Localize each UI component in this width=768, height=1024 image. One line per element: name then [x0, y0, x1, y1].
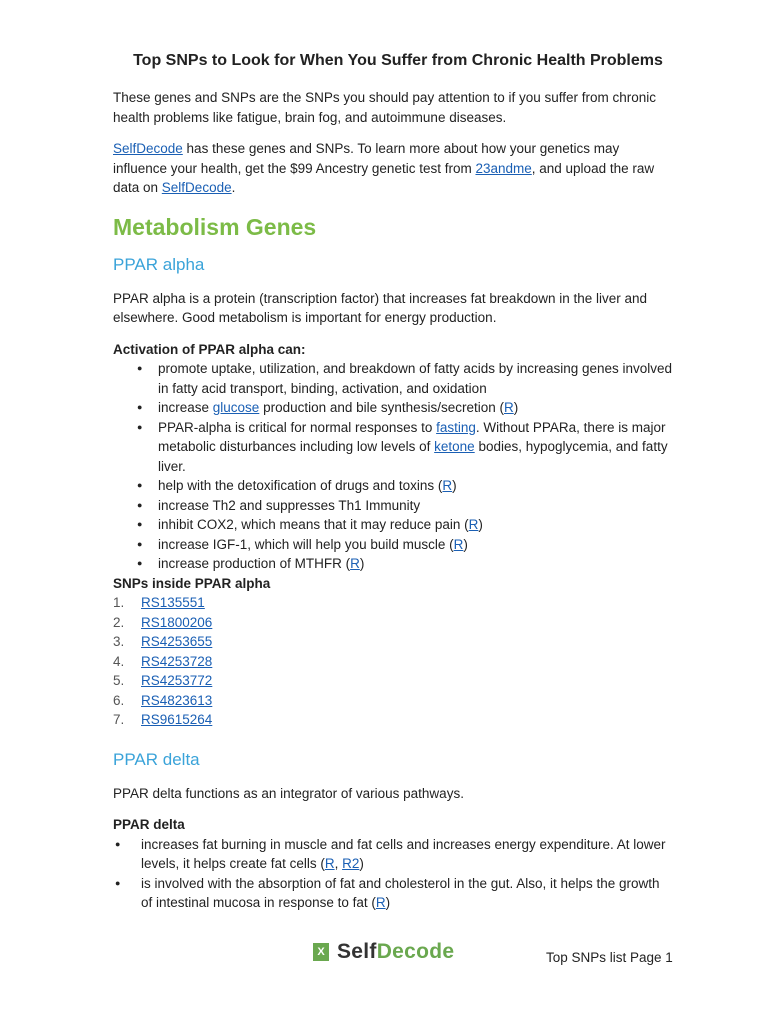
snp-item [113, 710, 673, 730]
snp-number: 5. [113, 673, 125, 688]
snp-link[interactable]: RS1800206 [141, 614, 213, 630]
23andme-link[interactable]: 23andme [475, 160, 532, 176]
ppar-delta-label: PPAR delta [113, 817, 185, 832]
ppar-alpha-description: PPAR alpha is a protein (transcription factor) that increases fat breakdown in the liver and elsewhere. Good metabolism is important for energy production. [113, 290, 648, 325]
reference-link[interactable]: R [442, 478, 453, 493]
ppar-delta-list [113, 835, 673, 913]
intro-paragraph: These genes and SNPs are the SNPs you should pay attention to if you suffer from chronic health problems like fatigue, brain fog, and autoimmune diseases. [113, 90, 657, 125]
reference-link[interactable]: R [503, 400, 514, 415]
promo-text-1: has these genes and SNPs. To learn more about how your genetics may influence your health, get the $99 Ancestry genetic test from [113, 141, 620, 176]
list-item-text: help with the detoxification of drugs and toxins ( [158, 478, 443, 493]
logo-wordmark [337, 940, 454, 964]
list-item-text: increase IGF-1, which will help you build muscle ( [158, 536, 454, 552]
list-item [158, 359, 673, 398]
ppar-alpha-heading: PPAR alpha [113, 254, 205, 274]
snp-number: 7. [113, 712, 125, 727]
list-item-text: . Without PPARa, there is major metabolic disturbances including low levels of [158, 419, 666, 454]
list-item [141, 835, 673, 874]
snp-link[interactable]: RS4823613 [141, 692, 213, 708]
promo-text-3: . [231, 180, 236, 195]
reference-link[interactable]: R [453, 536, 464, 552]
snp-number: 3. [113, 634, 125, 649]
list-item [158, 554, 673, 574]
list-item-text: bodies, hypoglycemia, and fatty liver. [158, 439, 668, 474]
selfdecode-logo [313, 940, 454, 964]
list-item [158, 418, 673, 477]
ppar-delta-heading: PPAR delta [113, 749, 200, 769]
reference-link[interactable]: R [468, 517, 479, 532]
snp-link[interactable]: RS4253772 [141, 673, 213, 688]
list-item [158, 496, 673, 516]
reference-link[interactable]: R [375, 895, 386, 910]
logo-mark-icon: X [313, 943, 329, 961]
fasting-link[interactable]: fasting [436, 419, 476, 435]
list-item-text: production and bile synthesis/secretion ( [259, 400, 504, 415]
page-footer-label: Top SNPs list Page 1 [546, 950, 673, 965]
list-item-text: inhibit COX2, which means that it may reduce pain ( [158, 517, 469, 532]
reference-link-2[interactable]: R2 [342, 856, 360, 871]
logo-part-1: Self [337, 940, 377, 963]
snp-item [113, 593, 673, 613]
list-item-text: PPAR-alpha is critical for normal responses to [158, 419, 437, 435]
logo-part-2: Decode [376, 940, 455, 963]
snp-item [113, 652, 673, 672]
list-item-text: ) [359, 856, 364, 871]
promo-text-2: , and upload the raw data on [113, 160, 655, 195]
list-item-text: ) [478, 517, 483, 532]
snp-link[interactable]: RS135551 [141, 595, 205, 610]
list-item-text: increase production of MTHFR ( [158, 556, 351, 571]
snp-link[interactable]: RS9615264 [141, 712, 213, 727]
list-item-text: is involved with the absorption of fat and cholesterol in the gut. Also, it helps the growth of intestinal mucosa in response to fat ( [141, 875, 660, 910]
list-item-text: promote uptake, utilization, and breakdown of fatty acids by increasing genes involved in fatty acid transport, binding, activation, and oxidation [158, 361, 673, 396]
list-item-text: ) [463, 536, 468, 552]
snp-number: 1. [113, 595, 125, 610]
list-item [158, 515, 673, 535]
ketone-link[interactable]: ketone [434, 439, 475, 454]
section-heading: Metabolism Genes [113, 213, 317, 240]
snp-item [113, 632, 673, 652]
list-item-text: ) [513, 400, 519, 415]
list-item-text: ) [385, 895, 391, 910]
list-item-text: ) [452, 478, 457, 493]
snps-label: SNPs inside PPAR alpha [113, 575, 271, 591]
list-item-text: increases fat burning in muscle and fat cells and increases energy expenditure. At lower levels, it helps create fat cells ( [141, 836, 666, 871]
list-item-text: increase [158, 400, 213, 415]
snp-number: 6. [113, 692, 125, 708]
list-item [141, 874, 673, 913]
reference-link[interactable]: R [350, 556, 360, 571]
snp-number: 4. [113, 653, 125, 669]
list-item-text: ) [359, 556, 365, 571]
list-item [158, 398, 673, 418]
list-item-text: increase Th2 and suppresses Th1 Immunity [158, 497, 421, 513]
glucose-link[interactable]: glucose [212, 400, 260, 415]
snp-item [113, 613, 673, 633]
snp-list [113, 593, 673, 730]
ppar-delta-description: PPAR delta functions as an integrator of various pathways. [113, 785, 464, 801]
selfdecode-link[interactable]: SelfDecode [113, 141, 183, 156]
document-page [113, 48, 673, 913]
list-item [158, 476, 673, 496]
snp-item [113, 691, 673, 711]
snp-number: 2. [113, 614, 125, 630]
page-title: Top SNPs to Look for When You Suffer from Chronic Health Problems [133, 52, 663, 69]
activation-label: Activation of PPAR alpha can: [113, 341, 306, 357]
promo-paragraph [113, 139, 673, 198]
reference-link[interactable]: R [324, 856, 335, 871]
snp-link[interactable]: RS4253655 [141, 634, 213, 649]
snp-link[interactable]: RS4253728 [141, 653, 213, 669]
list-item-text: , [334, 856, 343, 871]
list-item [158, 535, 673, 555]
selfdecode-link-2[interactable]: SelfDecode [161, 180, 232, 195]
snp-item [113, 671, 673, 691]
activation-list [113, 359, 673, 574]
